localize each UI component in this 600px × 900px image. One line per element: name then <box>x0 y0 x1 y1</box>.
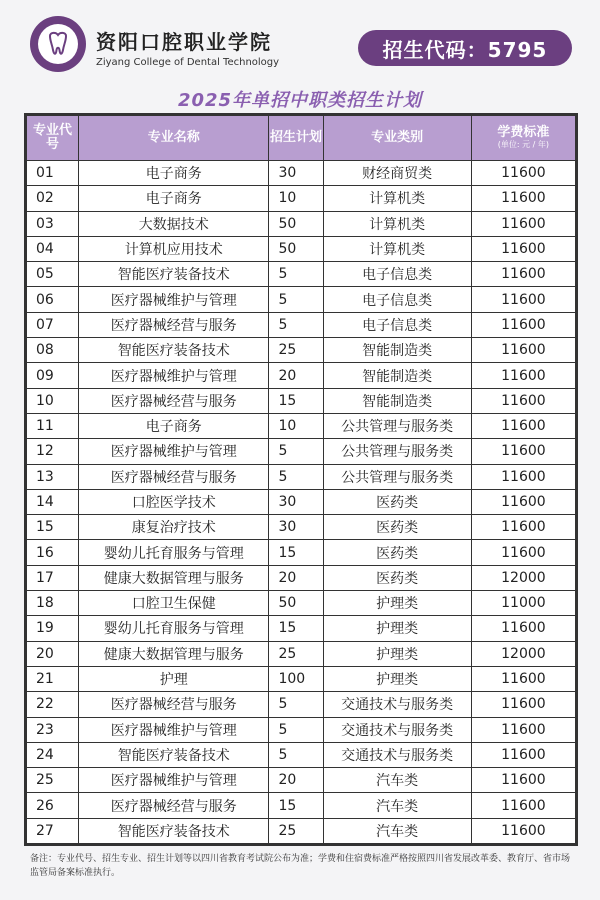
school-english-name: Ziyang College of Dental Technology <box>96 57 280 68</box>
cell-fee: 11600 <box>471 186 575 211</box>
cell-name: 计算机应用技术 <box>79 236 269 261</box>
cell-fee: 11600 <box>471 211 575 236</box>
cell-fee: 11600 <box>471 236 575 261</box>
cell-category: 汽车类 <box>323 768 471 793</box>
cell-name: 护理 <box>79 666 269 691</box>
cell-code: 14 <box>27 489 79 514</box>
cell-fee: 11600 <box>471 666 575 691</box>
cell-name: 电子商务 <box>79 161 269 186</box>
cell-category: 公共管理与服务类 <box>323 413 471 438</box>
cell-fee: 11600 <box>471 161 575 186</box>
cell-plan: 15 <box>269 793 323 818</box>
header-code: 专业代号 <box>27 116 79 161</box>
cell-category: 护理类 <box>323 591 471 616</box>
table-row <box>27 312 576 337</box>
cell-fee: 11600 <box>471 312 575 337</box>
cell-code: 17 <box>27 565 79 590</box>
cell-plan: 15 <box>269 616 323 641</box>
cell-name: 智能医疗装备技术 <box>79 742 269 767</box>
cell-category: 电子信息类 <box>323 287 471 312</box>
cell-name: 电子商务 <box>79 186 269 211</box>
header-fee-label: 学费标准 <box>497 125 550 140</box>
cell-category: 智能制造类 <box>323 388 471 413</box>
cell-code: 12 <box>27 439 79 464</box>
cell-category: 护理类 <box>323 641 471 666</box>
cell-code: 18 <box>27 591 79 616</box>
school-name: 资阳口腔职业学院 <box>96 30 272 54</box>
cell-code: 10 <box>27 388 79 413</box>
cell-fee: 11600 <box>471 692 575 717</box>
cell-plan: 5 <box>269 692 323 717</box>
header-category: 专业类别 <box>323 116 471 161</box>
table-row <box>27 262 576 287</box>
cell-category: 公共管理与服务类 <box>323 439 471 464</box>
cell-fee: 11600 <box>471 717 575 742</box>
page-title: 2025年单招中职类招生计划 <box>177 90 423 111</box>
table-row <box>27 565 576 590</box>
table-row <box>27 287 576 312</box>
cell-plan: 50 <box>269 236 323 261</box>
cell-fee: 11600 <box>471 439 575 464</box>
cell-plan: 25 <box>269 818 323 843</box>
cell-fee: 11600 <box>471 363 575 388</box>
cell-fee: 11600 <box>471 388 575 413</box>
cell-fee: 11600 <box>471 515 575 540</box>
table-row <box>27 692 576 717</box>
cell-category: 公共管理与服务类 <box>323 464 471 489</box>
cell-plan: 20 <box>269 363 323 388</box>
cell-category: 交通技术与服务类 <box>323 692 471 717</box>
cell-code: 15 <box>27 515 79 540</box>
cell-name: 电子商务 <box>79 413 269 438</box>
cell-code: 16 <box>27 540 79 565</box>
footnote: 备注：专业代号、招生专业、招生计划等以四川省教育考试院公布为准；学费和住宿费标准严格按照四川省发展改革委、教育厅、省市场监管局备案标准执行。 <box>30 854 571 878</box>
table-row <box>27 413 576 438</box>
cell-plan: 5 <box>269 287 323 312</box>
table-row <box>27 591 576 616</box>
cell-name: 医疗器械经营与服务 <box>79 793 269 818</box>
table-row <box>27 211 576 236</box>
cell-code: 20 <box>27 641 79 666</box>
cell-plan: 5 <box>269 439 323 464</box>
cell-name: 医疗器械维护与管理 <box>79 287 269 312</box>
cell-name: 医疗器械维护与管理 <box>79 768 269 793</box>
cell-code: 24 <box>27 742 79 767</box>
school-logo <box>30 16 86 72</box>
cell-plan: 5 <box>269 262 323 287</box>
cell-code: 11 <box>27 413 79 438</box>
table-row <box>27 616 576 641</box>
cell-name: 医疗器械经营与服务 <box>79 312 269 337</box>
cell-plan: 50 <box>269 591 323 616</box>
table-row <box>27 236 576 261</box>
cell-plan: 20 <box>269 768 323 793</box>
cell-name: 医疗器械经营与服务 <box>79 388 269 413</box>
cell-code: 21 <box>27 666 79 691</box>
cell-category: 智能制造类 <box>323 338 471 363</box>
table-row <box>27 717 576 742</box>
table-row <box>27 742 576 767</box>
cell-name: 智能医疗装备技术 <box>79 338 269 363</box>
cell-name: 智能医疗装备技术 <box>79 818 269 843</box>
cell-plan: 5 <box>269 717 323 742</box>
table-row <box>27 793 576 818</box>
cell-plan: 5 <box>269 464 323 489</box>
enrollment-code-badge: 招生代码：5795 <box>358 30 572 66</box>
cell-category: 财经商贸类 <box>323 161 471 186</box>
cell-name: 口腔医学技术 <box>79 489 269 514</box>
cell-fee: 11600 <box>471 464 575 489</box>
cell-fee: 11600 <box>471 768 575 793</box>
cell-code: 25 <box>27 768 79 793</box>
cell-code: 07 <box>27 312 79 337</box>
cell-fee: 12000 <box>471 565 575 590</box>
enrollment-table <box>26 115 576 844</box>
cell-code: 02 <box>27 186 79 211</box>
cell-plan: 15 <box>269 388 323 413</box>
cell-category: 计算机类 <box>323 236 471 261</box>
cell-code: 01 <box>27 161 79 186</box>
cell-fee: 11600 <box>471 793 575 818</box>
table-row <box>27 186 576 211</box>
cell-fee: 11000 <box>471 591 575 616</box>
table-row <box>27 818 576 843</box>
cell-category: 计算机类 <box>323 211 471 236</box>
cell-fee: 11600 <box>471 616 575 641</box>
cell-category: 护理类 <box>323 616 471 641</box>
cell-fee: 11600 <box>471 338 575 363</box>
table-row <box>27 161 576 186</box>
cell-fee: 11600 <box>471 818 575 843</box>
cell-code: 19 <box>27 616 79 641</box>
cell-name: 医疗器械维护与管理 <box>79 363 269 388</box>
cell-category: 计算机类 <box>323 186 471 211</box>
cell-code: 27 <box>27 818 79 843</box>
cell-name: 口腔卫生保健 <box>79 591 269 616</box>
table-body <box>27 161 576 844</box>
cell-plan: 25 <box>269 641 323 666</box>
cell-name: 婴幼儿托育服务与管理 <box>79 616 269 641</box>
cell-code: 05 <box>27 262 79 287</box>
cell-name: 医疗器械维护与管理 <box>79 439 269 464</box>
cell-fee: 11600 <box>471 413 575 438</box>
cell-fee: 11600 <box>471 742 575 767</box>
cell-plan: 10 <box>269 186 323 211</box>
tooth-icon <box>38 24 78 64</box>
cell-name: 健康大数据管理与服务 <box>79 565 269 590</box>
cell-plan: 25 <box>269 338 323 363</box>
page-header <box>0 0 600 88</box>
cell-category: 医药类 <box>323 489 471 514</box>
cell-code: 22 <box>27 692 79 717</box>
table-row <box>27 489 576 514</box>
table-row <box>27 338 576 363</box>
cell-fee: 12000 <box>471 641 575 666</box>
cell-fee: 11600 <box>471 262 575 287</box>
table-row <box>27 666 576 691</box>
cell-code: 03 <box>27 211 79 236</box>
header-name: 专业名称 <box>79 116 269 161</box>
header-fee <box>471 116 575 161</box>
table-row <box>27 768 576 793</box>
cell-name: 健康大数据管理与服务 <box>79 641 269 666</box>
cell-plan: 100 <box>269 666 323 691</box>
cell-plan: 30 <box>269 161 323 186</box>
cell-code: 04 <box>27 236 79 261</box>
cell-code: 06 <box>27 287 79 312</box>
header-fee-unit: (单位: 元 / 年) <box>497 140 550 149</box>
enrollment-table-frame <box>24 113 578 846</box>
cell-code: 23 <box>27 717 79 742</box>
cell-name: 婴幼儿托育服务与管理 <box>79 540 269 565</box>
cell-name: 智能医疗装备技术 <box>79 262 269 287</box>
cell-plan: 10 <box>269 413 323 438</box>
cell-name: 康复治疗技术 <box>79 515 269 540</box>
table-row <box>27 515 576 540</box>
cell-fee: 11600 <box>471 287 575 312</box>
cell-code: 13 <box>27 464 79 489</box>
table-row <box>27 540 576 565</box>
cell-name: 医疗器械经营与服务 <box>79 692 269 717</box>
cell-fee: 11600 <box>471 489 575 514</box>
cell-category: 电子信息类 <box>323 262 471 287</box>
cell-category: 医药类 <box>323 565 471 590</box>
cell-category: 护理类 <box>323 666 471 691</box>
header-plan: 招生计划 <box>269 116 323 161</box>
cell-category: 汽车类 <box>323 793 471 818</box>
cell-code: 26 <box>27 793 79 818</box>
table-row <box>27 464 576 489</box>
cell-plan: 5 <box>269 312 323 337</box>
table-row <box>27 439 576 464</box>
cell-plan: 30 <box>269 515 323 540</box>
cell-name: 医疗器械维护与管理 <box>79 717 269 742</box>
cell-plan: 5 <box>269 742 323 767</box>
cell-code: 09 <box>27 363 79 388</box>
cell-category: 医药类 <box>323 540 471 565</box>
table-header-row <box>27 116 576 161</box>
cell-name: 大数据技术 <box>79 211 269 236</box>
cell-category: 交通技术与服务类 <box>323 742 471 767</box>
cell-category: 医药类 <box>323 515 471 540</box>
cell-plan: 15 <box>269 540 323 565</box>
cell-code: 08 <box>27 338 79 363</box>
cell-fee: 11600 <box>471 540 575 565</box>
table-row <box>27 388 576 413</box>
cell-category: 交通技术与服务类 <box>323 717 471 742</box>
cell-category: 汽车类 <box>323 818 471 843</box>
cell-plan: 50 <box>269 211 323 236</box>
cell-plan: 20 <box>269 565 323 590</box>
cell-plan: 30 <box>269 489 323 514</box>
cell-category: 电子信息类 <box>323 312 471 337</box>
cell-name: 医疗器械经营与服务 <box>79 464 269 489</box>
table-row <box>27 363 576 388</box>
cell-category: 智能制造类 <box>323 363 471 388</box>
table-row <box>27 641 576 666</box>
